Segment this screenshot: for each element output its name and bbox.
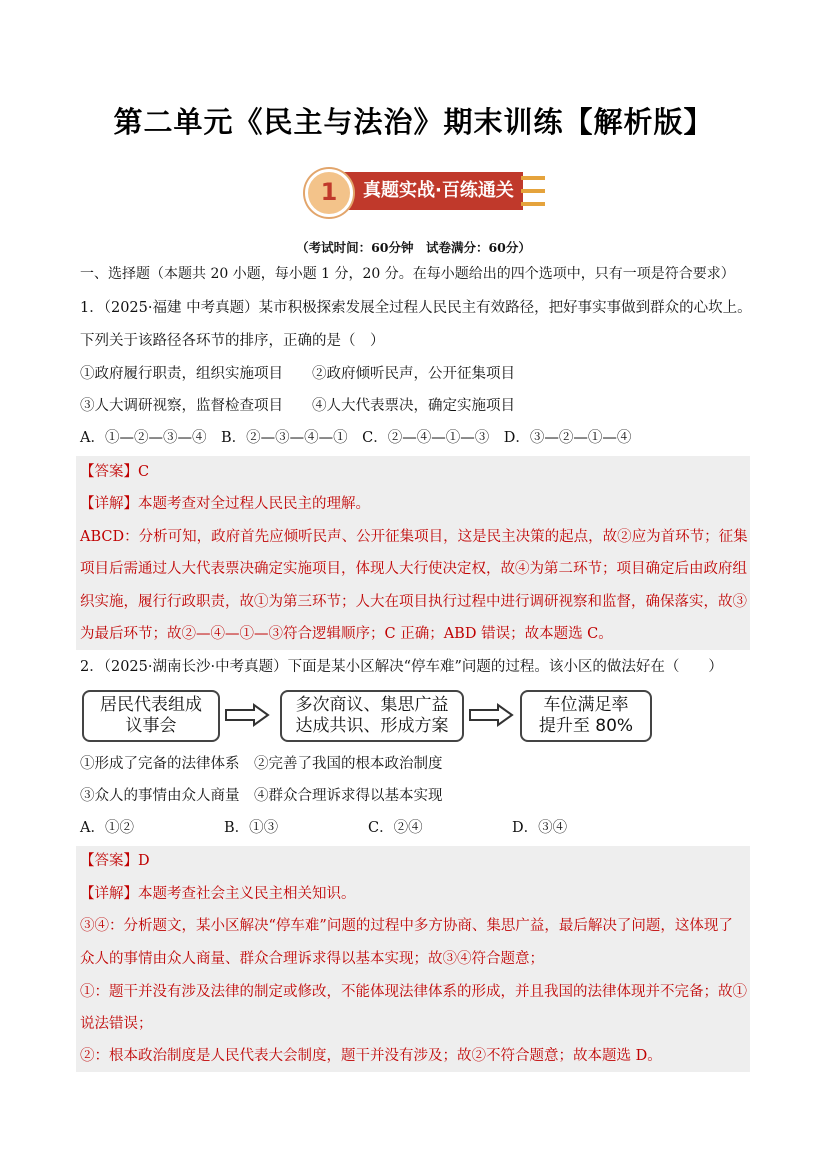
flow-step-text: 提升至 80% xyxy=(538,716,634,736)
section-banner xyxy=(305,167,545,215)
flow-step-text: 车位满足率 xyxy=(543,695,629,715)
banner-text: 真题实战·百练通关 xyxy=(363,180,514,201)
q2-flow-diagram xyxy=(80,690,660,742)
page-title: 第二单元《民主与法治》期末训练【解析版】 xyxy=(113,105,714,139)
arrow-right-icon xyxy=(224,702,270,728)
q1-options: A．①—②—③—④ B．②—③—④—① C．②—④—①—③ D．③—②—①—④ xyxy=(80,430,632,446)
q1-analysis-line: 织实施，履行行政职责，故①为第三环节；人大在项目执行过程中进行调研视察和监督，确保落实，故③ xyxy=(80,594,747,610)
q1-detail-intro: 本题考查对全过程人民民主的理解。 xyxy=(138,496,370,512)
q2-detail-intro: 本题考查社会主义民主相关知识。 xyxy=(138,886,356,902)
q2-detail xyxy=(80,884,750,904)
q1-answer-box xyxy=(76,456,750,650)
flow-step-text: 多次商议、集思广益 xyxy=(295,695,449,715)
q2-analysis-line: ③④：分析题文，某小区解决“停车难”问题的过程中多方协商、集思广益，最后解决了问题，这体现了 xyxy=(80,918,733,934)
flow-step-3 xyxy=(520,690,652,742)
banner-number: 1 xyxy=(320,178,338,206)
q2-stem: 2．（2025·湖南长沙·中考真题）下面是某小区解决“停车难”问题的过程。该小区的做法好在（ ） xyxy=(80,659,723,675)
q1-answer: 【答案】C xyxy=(80,464,150,480)
q1-stem-line1: 1．（2025·福建 中考真题）某市积极探索发展全过程人民民主有效路径，把好事实事做到群众的心坎上。 xyxy=(80,300,752,316)
q2-option-a: A．①② xyxy=(80,820,134,836)
q1-detail xyxy=(80,494,750,514)
q2-detail-label: 【详解】 xyxy=(80,886,138,902)
section-heading: 一、选择题（本题共 20 小题，每小题 1 分，20 分。在每小题给出的四个选项中，只有一项是符合要求） xyxy=(80,266,735,282)
q2-analysis-line: ①：题干并没有涉及法律的制定或修改，不能体现法律体系的形成，并且我国的法律体现并不完备；故① xyxy=(80,984,747,1000)
q2-analysis-line: 众人的事情由众人商量、群众合理诉求得以基本实现；故③④符合题意； xyxy=(80,951,544,967)
q2-option-d: D．③④ xyxy=(512,820,568,836)
exam-info: （考试时间：60分钟 试卷满分：60分） xyxy=(296,240,531,255)
q1-analysis-line: 项目后需通过人大代表票决确定实施项目，体现人大行使决定权，故④为第二环节；项目确定后由政府组 xyxy=(80,561,747,577)
q1-analysis-line: 为最后环节；故②—④—①—③符合逻辑顺序；C 正确；ABD 错误；故本题选 C。 xyxy=(80,626,613,642)
arrow-right-icon xyxy=(468,702,514,728)
q2-analysis-line: ②：根本政治制度是人民代表大会制度，题干并没有涉及；故②不符合题意；故本题选 D。 xyxy=(80,1048,662,1064)
q1-items-line2: ③人大调研视察，监督检查项目 ④人大代表票决，确定实施项目 xyxy=(80,398,515,414)
q1-analysis-line: ABCD：分析可知，政府首先应倾听民声、公开征集项目，这是民主决策的起点，故②应为首环节；征集 xyxy=(80,529,748,545)
q1-detail-label: 【详解】 xyxy=(80,496,138,512)
q1-items-line1: ①政府履行职责，组织实施项目 ②政府倾听民声，公开征集项目 xyxy=(80,366,515,382)
q1-stem-line2: 下列关于该路径各环节的排序，正确的是（ ） xyxy=(80,333,385,349)
flow-step-text: 达成共识、形成方案 xyxy=(295,716,449,736)
flow-step-2 xyxy=(280,690,464,742)
flow-step-text: 居民代表组成 xyxy=(100,695,202,715)
q2-items-line1: ①形成了完备的法律体系 ②完善了我国的根本政治制度 xyxy=(80,756,443,772)
q2-items-line2: ③众人的事情由众人商量 ④群众合理诉求得以基本实现 xyxy=(80,788,443,804)
q2-analysis-line: 说法错误； xyxy=(80,1016,153,1032)
q2-option-b: B．①③ xyxy=(224,820,279,836)
q2-answer: 【答案】D xyxy=(80,853,150,869)
flow-step-1 xyxy=(82,690,220,742)
flow-step-text: 议事会 xyxy=(125,716,177,736)
q2-option-c: C．②④ xyxy=(368,820,423,836)
